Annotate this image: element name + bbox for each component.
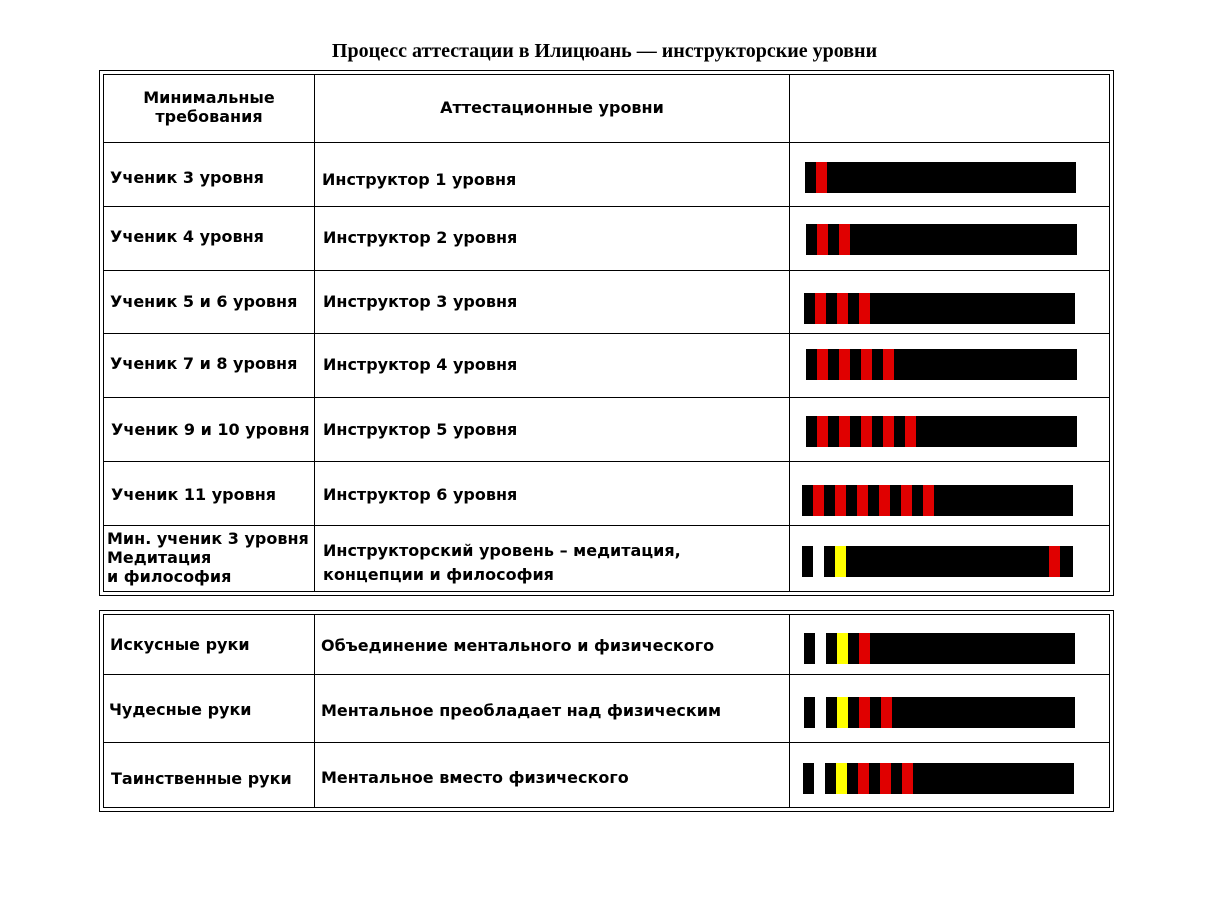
page-title: Процесс аттестации в Илицюань — инструкторские уровни — [331, 40, 878, 62]
red-stripe — [861, 349, 872, 380]
row-divider — [104, 333, 1109, 334]
yellow-stripe — [837, 697, 848, 728]
belt-icon — [804, 293, 1075, 324]
white-stripe — [814, 763, 825, 794]
requirement-cell: Ученик 4 уровня — [110, 227, 264, 246]
belt-icon — [802, 485, 1073, 516]
red-stripe — [839, 416, 850, 447]
header-min-requirements: Минимальные требования — [143, 88, 275, 126]
white-stripe — [815, 633, 826, 664]
row-divider — [104, 525, 1109, 526]
red-stripe — [837, 293, 848, 324]
red-stripe — [861, 416, 872, 447]
instructor-levels-table — [99, 70, 1114, 596]
belt-icon — [804, 697, 1075, 728]
red-stripe — [879, 485, 890, 516]
hands-levels-table — [99, 610, 1114, 812]
requirement-cell: Чудесные руки — [109, 700, 252, 719]
level-cell: Ментальное преобладает над физическим — [321, 701, 722, 720]
belt-icon — [803, 763, 1074, 794]
red-stripe — [859, 633, 870, 664]
yellow-stripe — [835, 546, 846, 577]
belt-icon — [804, 633, 1075, 664]
red-stripe — [835, 485, 846, 516]
red-stripe — [857, 485, 868, 516]
belt-icon — [806, 349, 1077, 380]
requirement-cell: Ученик 9 и 10 уровня — [111, 420, 310, 439]
level-cell: Инструктор 2 уровня — [323, 228, 518, 247]
red-stripe — [813, 485, 824, 516]
red-stripe — [817, 224, 828, 255]
red-stripe — [817, 349, 828, 380]
red-stripe — [839, 349, 850, 380]
requirement-cell: Мин. ученик 3 уровня Медитация и философия — [107, 529, 309, 586]
red-stripe — [816, 162, 827, 193]
column-divider — [314, 615, 315, 807]
red-stripe — [881, 697, 892, 728]
red-stripe — [859, 293, 870, 324]
belt-icon — [806, 224, 1077, 255]
table-inner-border — [103, 74, 1110, 592]
row-divider — [104, 397, 1109, 398]
table-inner-border — [103, 614, 1110, 808]
belt-icon — [802, 546, 1073, 577]
header-attestation-levels: Аттестационные уровни — [440, 98, 664, 117]
red-stripe — [902, 763, 913, 794]
yellow-stripe — [837, 633, 848, 664]
level-cell: Инструктор 4 уровня — [323, 355, 518, 374]
requirement-cell: Ученик 7 и 8 уровня — [110, 354, 298, 373]
row-divider — [104, 270, 1109, 271]
red-stripe — [858, 763, 869, 794]
red-stripe — [901, 485, 912, 516]
yellow-stripe — [836, 763, 847, 794]
requirement-cell: Искусные руки — [110, 635, 250, 654]
level-cell: Инструктор 1 уровня — [322, 170, 517, 189]
red-stripe — [839, 224, 850, 255]
white-stripe — [815, 697, 826, 728]
level-cell: Инструктор 3 уровня — [323, 292, 518, 311]
red-stripe — [815, 293, 826, 324]
row-divider — [104, 142, 1109, 143]
level-cell: Инструкторский уровень – медитация, концепции и философия — [323, 541, 681, 584]
belt-icon — [805, 162, 1076, 193]
red-stripe — [817, 416, 828, 447]
red-stripe — [883, 416, 894, 447]
red-end-stripe — [1049, 546, 1060, 577]
row-divider — [104, 742, 1109, 743]
row-divider — [104, 461, 1109, 462]
row-divider — [104, 674, 1109, 675]
requirement-cell: Ученик 3 уровня — [110, 168, 264, 187]
requirement-cell: Таинственные руки — [111, 769, 292, 788]
column-divider — [789, 615, 790, 807]
requirement-cell: Ученик 11 уровня — [111, 485, 277, 504]
red-stripe — [883, 349, 894, 380]
level-cell: Инструктор 6 уровня — [323, 485, 518, 504]
level-cell: Инструктор 5 уровня — [323, 420, 518, 439]
red-stripe — [859, 697, 870, 728]
red-stripe — [880, 763, 891, 794]
requirement-cell: Ученик 5 и 6 уровня — [110, 292, 298, 311]
white-stripe — [813, 546, 824, 577]
belt-icon — [806, 416, 1077, 447]
level-cell: Ментальное вместо физического — [321, 768, 629, 787]
red-stripe — [905, 416, 916, 447]
level-cell: Объединение ментального и физического — [321, 636, 715, 655]
red-stripe — [923, 485, 934, 516]
row-divider — [104, 206, 1109, 207]
